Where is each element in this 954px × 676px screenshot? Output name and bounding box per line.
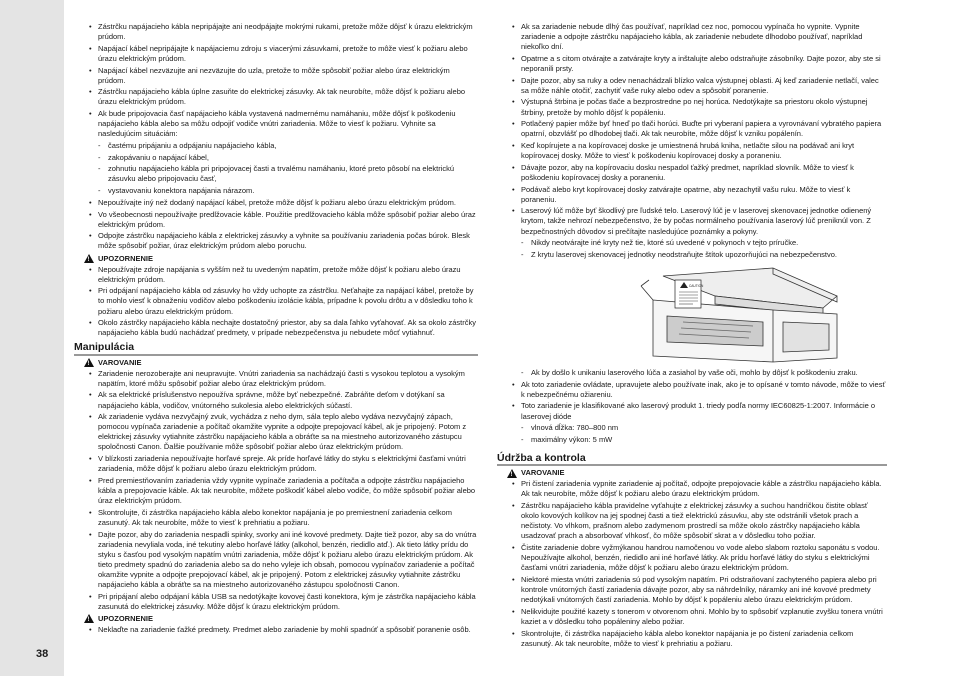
list-item: • Zástrčku napájacieho kábla pravidelne vyťahujte z elektrickej zásuvky a suchou handričkou čistite oblasť okolo kovových kolíkov na jej spodnej časti a tiež elektrickú zásuvku, aby ste odstránili všetok prach a nečistoty. Vo vlhkom, prašnom alebo zadymenom prostredí sa môže okolo zástrčky napájacieho kábla usadzovať prach a absorbovať vlhkosť, čo môže spôsobiť skrat a v dôsledku toho požiar. (511, 501, 887, 541)
list-item: • Pri odpájaní napájacieho kábla od zásuvky ho vždy uchopte za zástrčku. Neťahajte za napájací kábel, pretože by to mohlo viesť k obnaženiu vodičov alebo poškodeniu izolácie kábla, prípadne k povolu drôtu a v dôsledku toho k požiaru alebo úrazu elektrickým prúdom. (88, 286, 478, 316)
list-item: • Výstupná štrbina je počas tlače a bezprostredne po nej horúca. Nedotýkajte sa priestoru okolo výstupnej štrbiny, pretože by mohlo dôjsť k popáleniu. (511, 97, 887, 117)
list-item: • Skontrolujte, či zástrčka napájacieho kábla alebo konektor napájania je po čistení zariadenia celkom zasunutý. Ak tak neurobíte, môže to viesť k prehriatiu a požiaru. (511, 629, 887, 649)
power-cord-list (88, 22, 478, 252)
section-title-handling: Manipulácia (74, 342, 478, 355)
caution-label: UPOZORNENIE (98, 613, 154, 623)
list-item: • Keď kopírujete a na kopírovacej doske je umiestnená hrubá kniha, netlačte silou na podávač ani kryt kopírovacej dosky. Môže to viesť k poškodeniu kopírovacej dosky a poraneniu. (511, 141, 887, 161)
list-item: • Laserový lúč môže byť škodlivý pre ľudské telo. Laserový lúč je v laserovej skenovacej jednotke odienený krytom, takže nehrozí nebezpečenstvo, že by počas normálneho používania laserový lúč preniknúl von. Z bezpečnostných dôvodov si prečítajte nasledujúce poznámky a pokyny. (511, 206, 887, 236)
list-item: • Ak sa elektrické príslušenstvo nepoužíva správne, môže byť nebezpečné. Zabráňte deťom v dotýkaní sa napájacieho kábla, vodičov, vnútorného sukolesia alebo elektrických súčastí. (88, 390, 478, 410)
laser-label-figure (623, 266, 849, 364)
warning-triangle-icon (84, 614, 94, 623)
list-item: • Neklaďte na zariadenie ťažké predmety. Predmet alebo zariadenie by mohli spadnúť a spôsobiť poranenie osôb. (88, 625, 478, 635)
list-item: • Ak toto zariadenie ovládate, upravujete alebo používate inak, ako je to opísané v tomto návode, môže to viesť k nebezpečnému ožiareniu. (511, 380, 887, 400)
right-column (497, 22, 887, 650)
list-item: • Pri pripájaní alebo odpájaní kábla USB sa nedotýkajte kovovej časti konektora, kým je zástrčka napájacieho kábla zasunutá do elektrickej zásuvky. Môže dôjsť k úrazu elektrickým prúdom. (88, 592, 478, 612)
list-item: • Skontrolujte, či zástrčka napájacieho kábla alebo konektor napájania je po premiestnení zariadenia celkom zasunutý. Ak tak neurobíte, môže to viesť k prehriatiu a požiaru. (88, 508, 478, 528)
list-item: • Nepoužívajte zdroje napájania s vyšším než tu uvedeným napätím, pretože môže dôjsť k požiaru alebo úrazu elektrickým prúdom. (88, 265, 478, 285)
caution-list (88, 625, 478, 635)
list-item: • Odpojte zástrčku napájacieho kábla z elektrickej zásuvky a vyhnite sa používaniu zariadenia počas búrok. Blesk môže spôsobiť požiar, úraz elektrickým prúdom alebo poruchu. (88, 231, 478, 251)
sub-list-item: - Z krytu laserovej skenovacej jednotky neodstraňujte štítok upozorňujúci na nebezpečenstvo. (511, 250, 887, 260)
list-item: • Napájací kábel nezväzujte ani nezväzujte do uzla, pretože to môže spôsobiť požiar alebo úraz elektrickým prúdom. (88, 66, 478, 86)
left-column (74, 22, 478, 637)
list-item: • Napájací kábel nepripájajte k napájaciemu zdroju s viacerými zásuvkami, pretože to môže viesť k požiaru alebo úrazu elektrickým prúdom. (88, 44, 478, 64)
list-item: • Opatrne a s citom otvárajte a zatvárajte kryty a inštalujte alebo odstraňujte zásobníky. Dajte pozor, aby ste si neporanili prsty. (511, 54, 887, 74)
list-item: • Ak zariadenie vydáva nezvyčajný zvuk, vychádza z neho dym, sála teplo alebo vydáva nezvyčajný zápach, pomocou vypínača zariadenie a počítač okamžite vypnite a odpojte prepojovací kábel, ak je pripojený. Potom z elektrickej zásuvky vytiahnite zástrčku napájacieho kábla a obráťte sa na miestneho autorizovaného zástupcu spoločnosti Canon. Ďalšie používanie môže spôsobiť požiar alebo úraz elektrickým prúdom. (88, 412, 478, 452)
warning-triangle-icon (84, 358, 94, 367)
list-item: • Podávač alebo kryt kopírovacej dosky zatvárajte opatrne, aby nezachytil vašu ruku. Môže to viesť k poraneniu. (511, 185, 887, 205)
list-item: • Potlačený papier môže byť hneď po tlači horúci. Buďte pri vyberaní papiera a vyrovnávaní vybratého papiera opatrní, obzvlášť po dlhodobej tlači. Ak tak neurobíte, môže dôjsť k vzniku popálenín. (511, 119, 887, 139)
sub-list-item: - Ak by došlo k unikaniu laserového lúča a zasiahol by vaše oči, mohlo by dôjsť k poškodeniu zraku. (511, 368, 887, 378)
sub-list-item: - maximálny výkon: 5 mW (511, 435, 887, 445)
list-item: • Pri čistení zariadenia vypnite zariadenie aj počítač, odpojte prepojovacie káble a zástrčku napájacieho kábla. Ak tak neurobíte, môže dôjsť k požiaru alebo úrazu elektrickým prúdom. (511, 479, 887, 499)
warning-triangle-icon (507, 469, 517, 478)
list-item: • Dajte pozor, aby sa ruky a odev nenachádzali blízko valca výstupnej oblasti. Aj keď zariadenie netlačí, valec sa môže náhle otočiť, zachytiť vaše ruky alebo odev a spôsobiť poranenie. (511, 76, 887, 96)
list-item: • Zariadenie nerozoberajte ani neupravujte. Vnútri zariadenia sa nachádzajú časti s vysokou teplotou a vysokým napätím, ktoré môžu spôsobiť požiar alebo úraz elektrickým prúdom. (88, 369, 478, 389)
caution-sticker-label: CAUTION (689, 284, 704, 288)
caution-heading (84, 254, 478, 264)
sub-list-item: - vlnová dĺžka: 780–800 nm (511, 423, 887, 433)
page-margin-strip (0, 0, 64, 676)
list-item: • Zástrčku napájacieho kábla nepripájajte ani neodpájajte mokrými rukami, pretože môže dôjsť k úrazu elektrickým prúdom. (88, 22, 478, 42)
list-item: • Ak sa zariadenie nebude dlhý čas používať, napríklad cez noc, pomocou vypínača ho vypnite. Vypnite zariadenie a odpojte zástrčku napájacieho kábla, ak zariadenie nebudete dlhodobo používať, napríklad niekoľko dní. (511, 22, 887, 52)
warning-list (511, 479, 887, 648)
section-title-maintenance: Údržba a kontrola (497, 453, 887, 466)
warning-heading (507, 468, 887, 478)
sub-list-item: - Nikdy neotvárajte iné kryty než tie, ktoré sú uvedené v pokynoch v tejto príručke. (511, 238, 887, 248)
warning-label: VAROVANIE (98, 357, 142, 367)
caution-label: UPOZORNENIE (98, 253, 154, 263)
list-item: • Čistite zariadenie dobre vyžmýkanou handrou namočenou vo vode alebo slabom roztoku saponátu s vodou. Nepoužívajte alkohol, benzén, riedidlo ani iné horľavé látky. Ak prídu horľavé látky do styku s elektrickými časťami vnútri zariadenia, môže dôjsť k požiaru alebo úrazu elektrickým prúdom. (511, 543, 887, 573)
page-number: 38 (36, 648, 49, 660)
list-item: • Vo všeobecnosti nepoužívajte predlžovacie káble. Použitie predlžovacieho kábla môže spôsobiť požiar alebo úraz elektrickým prúdom. (88, 210, 478, 230)
list-item: • Toto zariadenie je klasifikované ako laserový produkt 1. triedy podľa normy IEC60825-1:2007. Informácie o laserovej dióde (511, 401, 887, 421)
list-item: • Niektoré miesta vnútri zariadenia sú pod vysokým napätím. Pri odstraňovaní zachyteného papiera alebo pri kontrole vnútorných častí zariadenia dávajte pozor, aby sa náhrdelníky, náramky ani iné kovové predmety nedotýkali vnútorných častí zariadenia. Mohlo by dôjsť k popáleniu alebo úrazu elektrickým prúdom. (511, 575, 887, 605)
handling-list (511, 22, 887, 260)
list-item: • Zástrčku napájacieho kábla úplne zasuňte do elektrickej zásuvky. Ak tak neurobíte, môže dôjsť k požiaru alebo úrazu elektrickým prúdom. (88, 87, 478, 107)
laser-list (511, 368, 887, 445)
list-item: • Okolo zástrčky napájacieho kábla nechajte dostatočný priestor, aby sa dala ľahko vyťahovať. Ak sa okolo zástrčky napájacieho kábla budú nachádzať predmety, v prípade nebezpečenstva ju nebudete môcť vytiahnuť. (88, 318, 478, 338)
printer-illustration (623, 266, 849, 364)
sub-list-item: - zakopávaniu o napájací kábel, (88, 153, 478, 163)
list-item: • Nelikvidujte použité kazety s tonerom v otvorenom ohni. Mohlo by to spôsobiť vzplanutie zvyšku tonera vnútri kaziet a v dôsledku toho popáleniny alebo požiar. (511, 607, 887, 627)
caution-list (88, 265, 478, 339)
warning-label: VAROVANIE (521, 468, 565, 478)
list-item: • V blízkosti zariadenia nepoužívajte horľavé spreje. Ak príde horľavé látky do styku s elektrickými časťami vnútri zariadenia, môže dôjsť k požiaru alebo úrazu elektrickým prúdom. (88, 454, 478, 474)
sub-list-item: - vystavovaniu konektora napájania nárazom. (88, 186, 478, 196)
sub-list-item: - častému pripájaniu a odpájaniu napájacieho kábla, (88, 141, 478, 151)
list-item: • Dávajte pozor, aby na kopírovaciu dosku nespadol ťažký predmet, napríklad slovník. Môže to viesť k poškodeniu kopírovacej dosky a poraneniu. (511, 163, 887, 183)
warning-triangle-icon (84, 254, 94, 263)
warning-heading (84, 358, 478, 368)
list-item: • Ak bude pripojovacia časť napájacieho kábla vystavená nadmernému namáhaniu, môže dôjsť k poškodeniu napájacieho kábla alebo sa môžu odpojiť vodiče vnútri zariadenia. Môže to viesť k požiaru. Vyhnite sa nasledujúcim situáciám: (88, 109, 478, 139)
warning-list (88, 369, 478, 612)
caution-heading (84, 614, 478, 624)
sub-list-item: - zohnutiu napájacieho kábla pri pripojovacej časti a trvalému namáhaniu, ktoré preto pôsobí na elektrickú zásuvku alebo pripojovaciu časť, (88, 164, 478, 184)
list-item: • Dajte pozor, aby do zariadenia nespadli spinky, svorky ani iné kovové predmety. Dajte tiež pozor, aby sa do vnútra zariadenia nevyliala voda, iné tekutiny alebo horľavé látky (alkohol, benzén, riedidlo atď.). Ak tieto látky prídu do styku s časťou pod vysokým napätím vnútri zariadenia, môže dôjsť k požiaru alebo úrazu elektrickým prúdom. Ak tieto predmety spadnú do zariadenia alebo sa do neho vyleje ich obsah, pomocou vypínačov zariadenie a počítač okamžite vypnite a odpojte prepojovací kábel, ak je pripojený. Potom z elektrickej zásuvky vytiahnite zástrčku napájacieho kábla a obráťte sa na miestneho autorizovaného zástupcu spoločnosti Canon. (88, 530, 478, 591)
list-item: • Nepoužívajte iný než dodaný napájací kábel, pretože môže dôjsť k požiaru alebo úrazu elektrickým prúdom. (88, 198, 478, 208)
list-item: • Pred premiestňovaním zariadenia vždy vypnite vypínače zariadenia a počítača a odpojte zástrčku napájacieho kábla a prepojovacie káble. Ak tak neurobíte, môžete poškodiť kábel alebo vodiče, čo môže spôsobiť požiar alebo úraz elektrickým prúdom. (88, 476, 478, 506)
